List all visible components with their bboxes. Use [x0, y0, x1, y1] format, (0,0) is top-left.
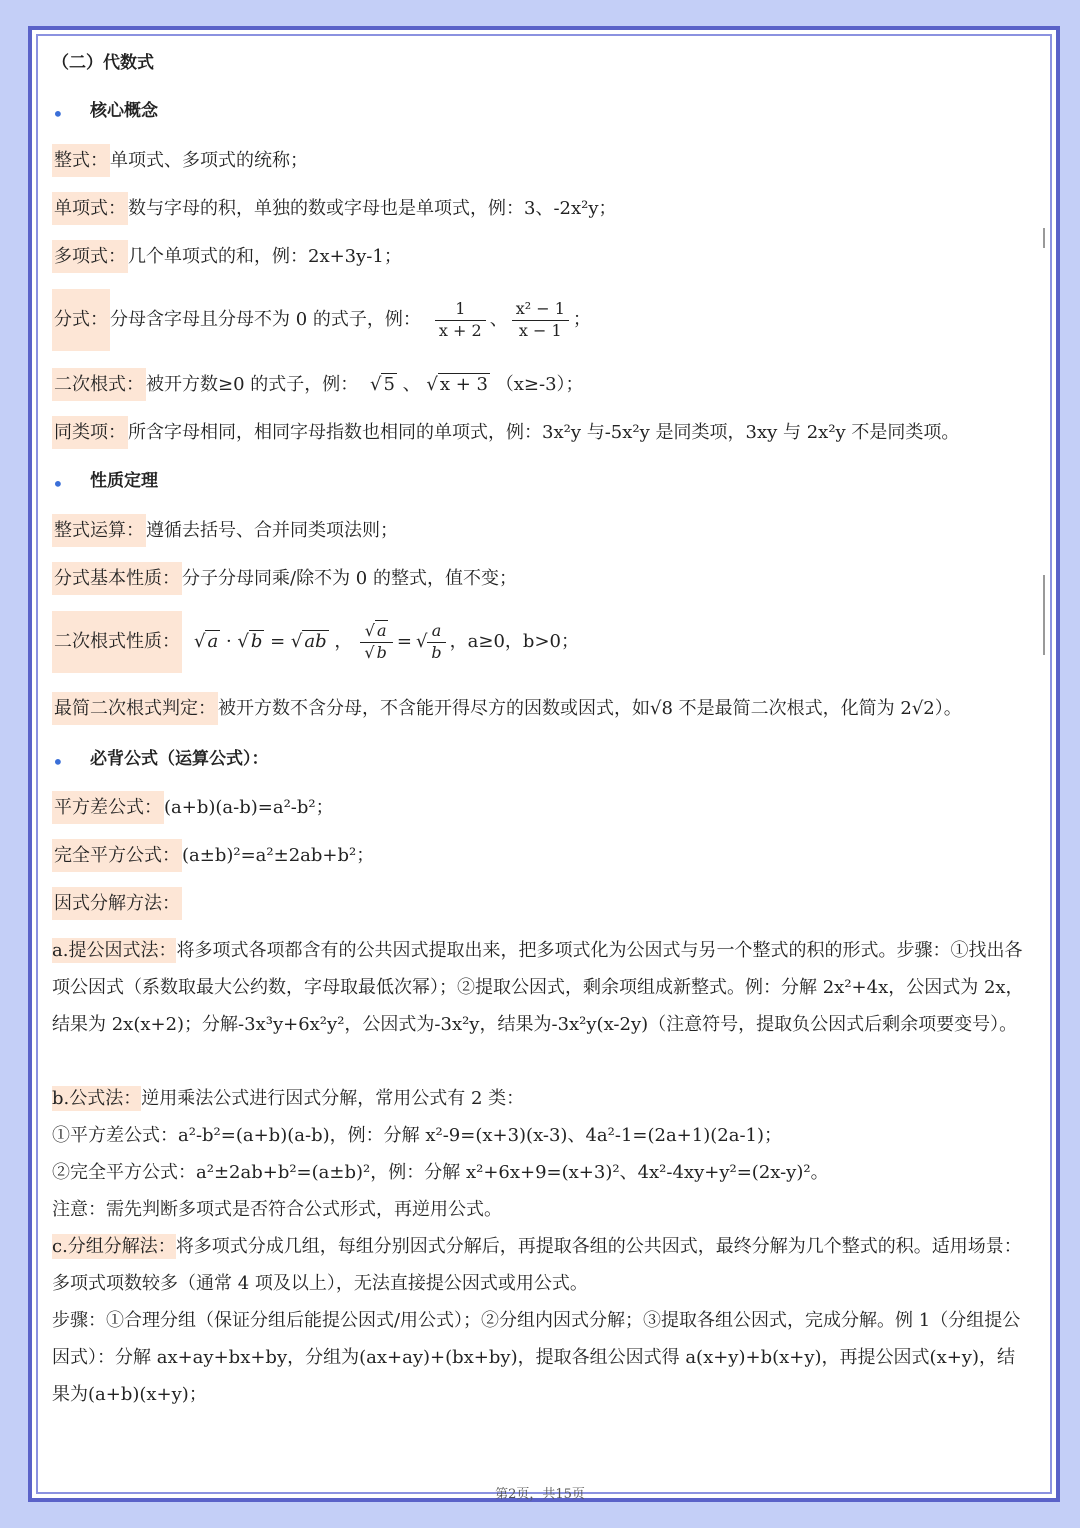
fraction-example-1: $\frac{1}{x + 2}$: [435, 299, 486, 342]
zuijian-label: 最简二次根式判定：: [52, 692, 218, 725]
radical-product-formula: √ a · √ b = √ ab ，: [194, 631, 353, 653]
heading-property: 性质定理: [90, 471, 158, 491]
paragraph-a-text: 将多项式各项都含有的公共因式提取出来，把多项式化为公因式与另一个整式的积的形式。步骤：①找出各项公因式（系数取最大公约数，字母取最低次幂）；②提取公因式，剩余项组成新整式。例：分解 2x²+4x，公因式为 2x，结果为 2x(x+2)；分解-3x³y+6x²y²，公因式为-3x²y，结果为-3x²y(x-2y)（注意符号，提取负公因式后剩余项要变号）。: [52, 940, 1024, 1035]
fenshi-sep: 、: [489, 309, 508, 331]
duoxiang-label: 多项式：: [52, 240, 128, 273]
fenshi-text: 分母含字母且分母不为 0 的式子，例：: [110, 309, 421, 331]
page-footer: 第2页，共15页: [495, 1487, 585, 1502]
genshi-label: 二次根式：: [52, 368, 146, 401]
fraction-example-2: $\frac{\text{x² − 1}}{x - 1}$: [512, 299, 569, 342]
tonglei-text: 所含字母相同，相同字母指数也相同的单项式，例：3x²y 与-5x²y 是同类项，3xy 与 2x²y 不是同类项。: [128, 422, 960, 443]
genshi-property-label: 二次根式性质：: [52, 611, 182, 672]
danxiang-text: 数与字母的积，单独的数或字母也是单项式，例：3、-2x²y；: [128, 198, 617, 219]
pingfangcha-label: 平方差公式：: [52, 791, 164, 824]
yunsuan-line: [52, 518, 398, 543]
section-title: （二）代数式: [52, 53, 154, 73]
duoxiang-line: [52, 244, 402, 269]
yinshi-line: [52, 891, 182, 916]
radical-example-2: x + 3: [439, 374, 489, 395]
radical-quotient-right: $\frac{a}{b}$: [427, 621, 445, 664]
paragraph-c-label: c.分组分解法：: [52, 1236, 176, 1257]
fenshi-property-label: 分式基本性质：: [52, 562, 182, 595]
wanquan-line: [52, 843, 374, 868]
zhengshi-text: 单项式、多项式的统称；: [110, 150, 308, 171]
scrollbar-thumb[interactable]: [1043, 575, 1045, 655]
genshi-property-cond: ，a≥0，b>0；: [449, 631, 579, 653]
paragraph-note: 注意：需先判断多项式是否符合公式形式，再逆用公式。: [52, 1199, 502, 1220]
bullet-icon: •: [52, 750, 64, 774]
radical-quotient-left: $\frac{√ a}{√ b}$: [360, 621, 392, 664]
paragraph-b2: ②完全平方公式：a²±2ab+b²=(a±b)²，例：分解 x²+6x+9=(x+3)²、4x²-4xy+y²=(2x-y)²。: [52, 1162, 829, 1183]
zuijian-text: 被开方数不含分母，不含能开得尽方的因数或因式，如√8 不是最简二次根式，化简为 2√2）。: [218, 698, 962, 719]
paragraph-b-text: 逆用乘法公式进行因式分解，常用公式有 2 类：: [141, 1088, 525, 1109]
genshi-line: 二次根式： 被开方数≥0 的式子，例： √ 5 、 √ x + 3 （x≥-3）；: [52, 372, 584, 397]
paragraph-c: [52, 1228, 1024, 1302]
paragraph-b-label: b.公式法：: [52, 1088, 142, 1109]
danxiang-label: 单项式：: [52, 192, 128, 225]
zhengshi-line: [52, 148, 308, 173]
danxiang-line: [52, 196, 617, 221]
paragraph-c-text: 将多项式分成几组，每组分别因式分解后，再提取各组的公共因式，最终分解为几个整式的积。适用场景：多项式项数较多（通常 4 项及以上），无法直接提公因式或用公式。: [52, 1236, 1022, 1294]
pingfangcha-line: [52, 795, 334, 820]
fenshi-property-text: 分子分母同乘/除不为 0 的整式，值不变；: [182, 568, 517, 589]
genshi-property-line: 二次根式性质： √ a · √ b = √ ab ， $\frac{√ a}{√ b}$ = √ $\frac{a}{b}$ ，a≥0，b>0；: [52, 613, 579, 671]
fenshi-label: 分式：: [52, 289, 110, 350]
bullet-icon: •: [52, 472, 64, 496]
wanquan-label: 完全平方公式：: [52, 839, 182, 872]
fenshi-property-line: [52, 566, 517, 591]
document-page: [32, 30, 1048, 1494]
bullet-icon: •: [52, 102, 64, 126]
tonglei-line: [52, 420, 959, 445]
yunsuan-label: 整式运算：: [52, 514, 146, 547]
yinshi-label: 因式分解方法：: [52, 887, 182, 920]
heading-core: 核心概念: [90, 101, 158, 121]
paragraph-a: [52, 932, 1024, 1043]
fenshi-end: ；: [572, 309, 591, 331]
duoxiang-text: 几个单项式的和，例：2x+3y-1；: [128, 246, 402, 267]
wanquan-text: (a±b)²=a²±2ab+b²；: [182, 845, 375, 866]
yunsuan-text: 遵循去括号、合并同类项法则；: [146, 520, 398, 541]
zhengshi-label: 整式：: [52, 144, 110, 177]
zuijian-line: [52, 696, 962, 721]
paragraph-b: [52, 1080, 1024, 1117]
paragraph-a-label: a.提公因式法：: [52, 940, 177, 961]
genshi-cond: （x≥-3）；: [495, 374, 584, 395]
radical-example-1: 5: [383, 374, 395, 395]
genshi-text: 被开方数≥0 的式子，例：: [146, 374, 359, 395]
paragraph-steps: 步骤：①合理分组（保证分组后能提公因式/用公式）；②分组内因式分解；③提取各组公因式，完成分解。例 1（分组提公因式）：分解 ax+ay+bx+by，分组为(ax+ay)+(bx+by)，提取各组公因式得 a(x+y)+b(x+y)，再提公因式(x+y)，结果为(a+b)(x+y)；: [52, 1310, 1021, 1405]
fenshi-line: [52, 292, 591, 348]
pingfangcha-text: (a+b)(a-b)=a²-b²；: [164, 797, 334, 818]
tonglei-label: 同类项：: [52, 416, 128, 449]
paragraph-b1: ①平方差公式：a²-b²=(a+b)(a-b)，例：分解 x²-9=(x+3)(x-3)、4a²-1=(2a+1)(2a-1)；: [52, 1125, 783, 1146]
scrollbar-tick[interactable]: [1043, 228, 1045, 248]
heading-formula: 必背公式（运算公式）：: [90, 749, 269, 769]
